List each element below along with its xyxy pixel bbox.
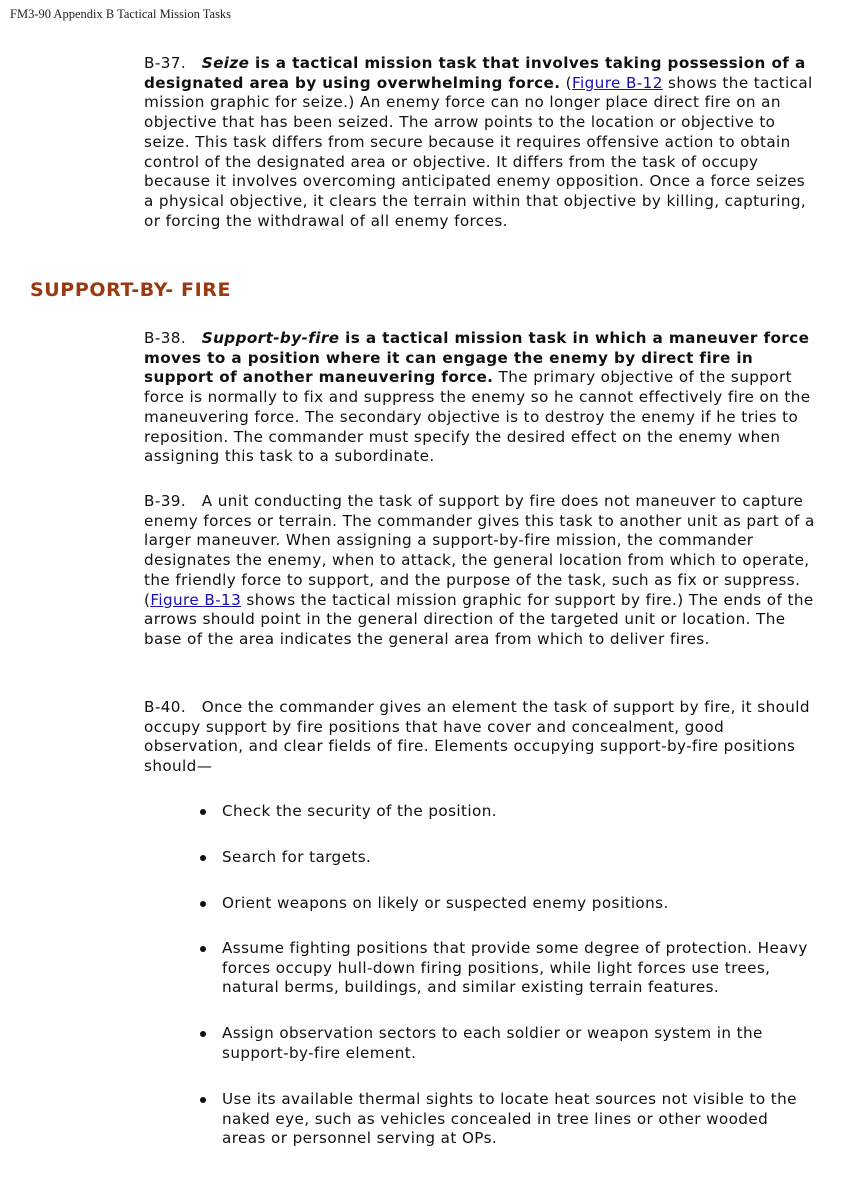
paragraph-number: B-37. xyxy=(144,54,187,72)
paragraph-number: B-38. xyxy=(144,329,187,347)
list-item: Check the security of the position. xyxy=(222,802,812,822)
bullet-icon xyxy=(200,855,206,861)
term-support-by-fire: Support-by-fire xyxy=(201,329,340,347)
paragraph-number: B-40. xyxy=(144,698,187,716)
paragraph-b39: B-39. A unit conducting the task of support by fire does not maneuver to capture enemy forces or terrain. The commander gives this task to another unit as part of a larger maneuver. When assigning a support-by-fire mission, the commander designates the enemy, when to attack, the general location from which to operate, the friendly force to support, and the purpose of the task, such as fix or suppress. (Figure B-13 shows the tactical mission graphic for support by fire.) The ends of the arrows should point in the general direction of the targeted unit or location. The base of the area indicates the general area from which to deliver fires. xyxy=(144,492,815,648)
bullet-icon xyxy=(200,946,206,952)
bullet-icon xyxy=(200,809,206,815)
paragraph-b38: B-38. Support-by-fire is a tactical mission task in which a maneuver force moves to a position where it can engage the enemy by direct fire in support of another maneuvering force. The primary objective of the support force is normally to fix and suppress the enemy so he cannot effectively fire on the maneuvering force. The secondary objective is to destroy the enemy if he tries to reposition. The commander must specify the desired effect on the enemy when assigning this task to a subordinate. xyxy=(144,329,811,466)
definition-lead: Seize is a tactical mission task that involves taking possession of a designated area by using overwhelming force. xyxy=(144,54,806,92)
paragraph-b37: B-37. Seize is a tactical mission task that involves taking possession of a designated area by using overwhelming force. (Figure B-12 shows the tactical mission graphic for seize.) An enemy force can no longer place direct fire on an objective that has been seized. The arrow points to the location or objective to seize. This task differs from secure because it requires offensive action to obtain control of the designated area or objective. It differs from the task of occupy because it involves overcoming anticipated enemy opposition. Once a force seizes a physical objective, it clears the terrain within that objective by killing, capturing, or forcing the withdrawal of all enemy forces. xyxy=(144,54,813,230)
figure-b13-link[interactable]: Figure B-13 xyxy=(150,590,242,609)
bullet-icon xyxy=(200,1031,206,1037)
definition-lead: Support-by-fire is a tactical mission task in which a maneuver force moves to a position where it can engage the enemy by direct fire in support of another maneuvering force. xyxy=(144,329,810,387)
paragraph-number: B-39. xyxy=(144,492,187,510)
section-heading: SUPPORT-BY- FIRE xyxy=(30,279,232,301)
paragraph-b40: B-40. Once the commander gives an element the task of support by fire, it should occupy support by fire positions that have cover and concealment, good observation, and clear fields of fire. Elements occupying support-by-fire positions should— xyxy=(144,698,810,776)
bullet-icon xyxy=(200,1097,206,1103)
list-item: Use its available thermal sights to locate heat sources not visible to the naked eye, such as vehicles concealed in tree lines or other wooded areas or personnel serving at OPs. xyxy=(222,1090,812,1149)
bullet-icon xyxy=(200,901,206,907)
list-item: Search for targets. xyxy=(222,848,812,868)
list-item: Assume fighting positions that provide some degree of protection. Heavy forces occupy hull-down firing positions, while light forces use trees, natural berms, buildings, and similar existing terrain features. xyxy=(222,939,812,998)
figure-b12-link[interactable]: Figure B-12 xyxy=(571,73,663,92)
list-item: Assign observation sectors to each soldier or weapon system in the support-by-fire element. xyxy=(222,1024,812,1063)
list-item: Orient weapons on likely or suspected enemy positions. xyxy=(222,894,812,914)
term-seize: Seize xyxy=(201,54,250,72)
running-header: FM3-90 Appendix B Tactical Mission Tasks xyxy=(10,7,232,21)
